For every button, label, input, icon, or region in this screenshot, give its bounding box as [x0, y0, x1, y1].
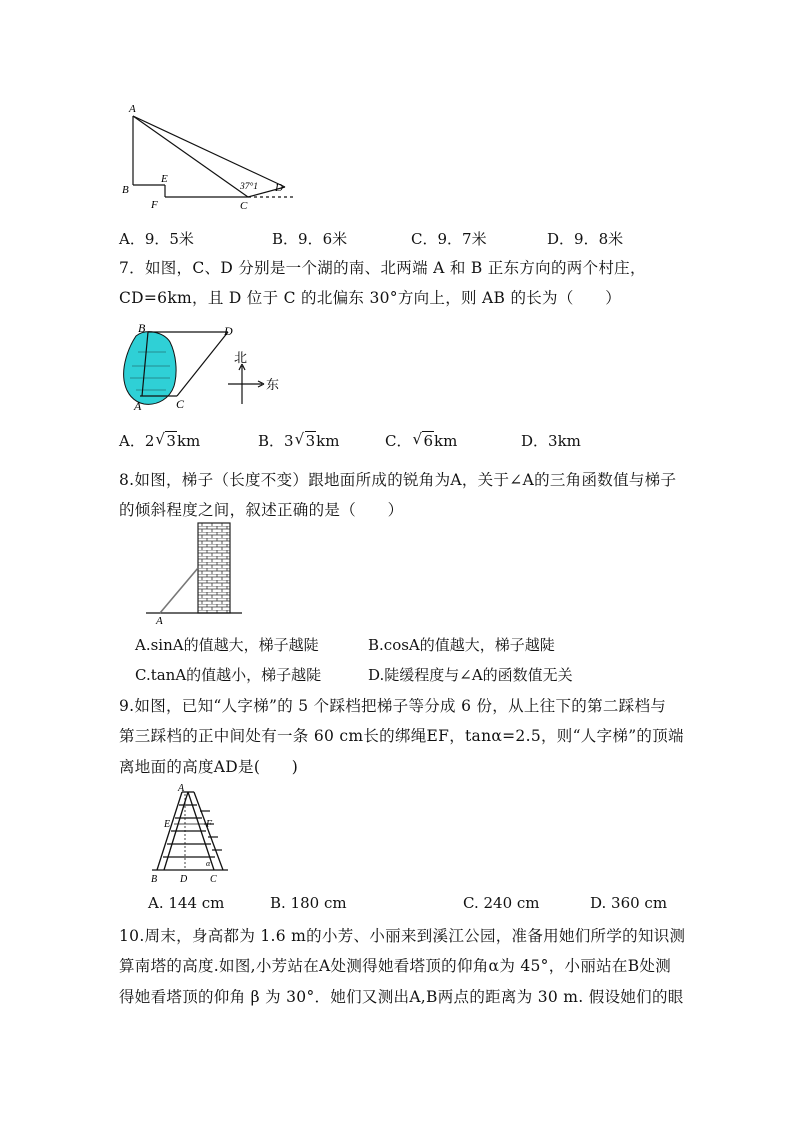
q7-north-label: 北: [234, 351, 248, 366]
q6-label-e: E: [161, 173, 168, 185]
q10-text-line1: 10.周末，身高都为 1.6 m的小芳、小丽来到溪江公园，准备用她们所学的知识测: [119, 927, 686, 945]
q9-label-alpha: α: [206, 859, 211, 868]
q10-text-line3: 得她看塔顶的仰角 β 为 30°．她们又测出A,B两点的距离为 30 m. 假设她们的眼: [119, 988, 684, 1006]
q6-option-c: C．9．7米: [411, 230, 487, 248]
q7-label-c: C: [176, 397, 185, 411]
q7-option-b-unit: km: [316, 432, 340, 450]
q8-option-d: D.陡缓程度与∠A的函数值无关: [368, 666, 573, 684]
q7-label-b: B: [138, 321, 146, 335]
q8-option-c: C.tanA的值越小，梯子越陡: [135, 666, 322, 684]
q6-option-d: D．9．8米: [547, 230, 624, 248]
q6-label-c: C: [240, 200, 248, 210]
q7-option-b-coef: 3: [284, 432, 294, 450]
q7-option-d: [521, 430, 581, 451]
q7-option-d-letter: D．: [521, 432, 549, 450]
q9-option-b: B. 180 cm: [270, 894, 347, 912]
q6-option-a: A．9．5米: [119, 230, 194, 248]
q9-label-e: E: [164, 819, 171, 830]
q8-option-a: A.sinA的值越大，梯子越陡: [135, 636, 319, 654]
q9-text-line2: 第三踩档的正中间处有一条 60 cm长的绑绳EF，tanα=2.5，则“人字梯”的顶端: [119, 727, 684, 745]
q6-label-b: B: [122, 184, 129, 196]
q8-option-b: B.cosA的值越大，梯子越陡: [368, 636, 555, 654]
q6-label-f: F: [151, 199, 158, 210]
q7-text-line2: CD=6km，且 D 位于 C 的北偏东 30°方向上，则 AB 的长为（ ）: [119, 289, 622, 307]
q9-figure: [148, 782, 238, 884]
q9-label-d: D: [180, 874, 188, 884]
q9-option-d: D. 360 cm: [590, 894, 668, 912]
q7-option-b: [258, 430, 339, 451]
q7-option-d-text: 3km: [548, 432, 581, 450]
q6-option-b: B．9．6米: [272, 230, 348, 248]
q6-label-a: A: [129, 103, 136, 115]
q10-text-line2: 算南塔的高度.如图,小芳站在A处测得她看塔顶的仰角α为 45°，小丽站在B处测: [119, 957, 672, 975]
q7-option-c-unit: km: [434, 432, 458, 450]
q7-option-b-letter: B．: [258, 432, 285, 450]
q9-label-a: A: [178, 783, 185, 794]
q8-label-a: A: [156, 615, 163, 626]
q6-label-d: D: [275, 182, 283, 194]
q7-option-c: [385, 430, 457, 451]
q7-figure: [118, 320, 288, 414]
q7-option-b-sqrt: √ 3: [296, 432, 317, 450]
q6-angle-label: 37°1: [240, 182, 259, 192]
q7-option-a-coef: 2: [144, 432, 155, 450]
q9-option-c: C. 240 cm: [463, 894, 540, 912]
q7-option-a-sqrt: √ 3: [156, 432, 177, 450]
q8-text-line2: 的倾斜程度之间，叙述正确的是（ ）: [119, 501, 404, 519]
q7-option-a: [119, 430, 200, 451]
q7-label-d: D: [224, 324, 233, 338]
q9-label-c: C: [210, 874, 217, 884]
q7-option-c-letter: C．: [385, 432, 412, 450]
q9-option-a: A. 144 cm: [148, 894, 225, 912]
q7-option-a-unit: km: [176, 432, 201, 450]
q7-option-a-letter: A．: [119, 432, 145, 450]
q7-text-line1: 7．如图，C、D 分别是一个湖的南、北两端 A 和 B 正东方向的两个村庄，: [119, 259, 646, 277]
q8-figure: [142, 520, 246, 626]
q9-label-f: F: [206, 819, 213, 830]
q6-figure: [118, 98, 298, 210]
q9-label-b: B: [151, 874, 158, 884]
q8-text-line1: 8.如图，梯子（长度不变）跟地面所成的锐角为A，关于∠A的三角函数值与梯子: [119, 471, 677, 489]
q9-text-line3: 离地面的高度AD是( ): [119, 758, 299, 776]
q7-label-a: A: [134, 399, 142, 413]
q7-option-c-sqrt: √ 6: [413, 432, 434, 450]
q7-east-label: 东: [266, 378, 280, 393]
q9-text-line1: 9.如图，已知“人字梯”的 5 个踩档把梯子等分成 6 份，从上往下的第二踩档与: [119, 697, 667, 715]
